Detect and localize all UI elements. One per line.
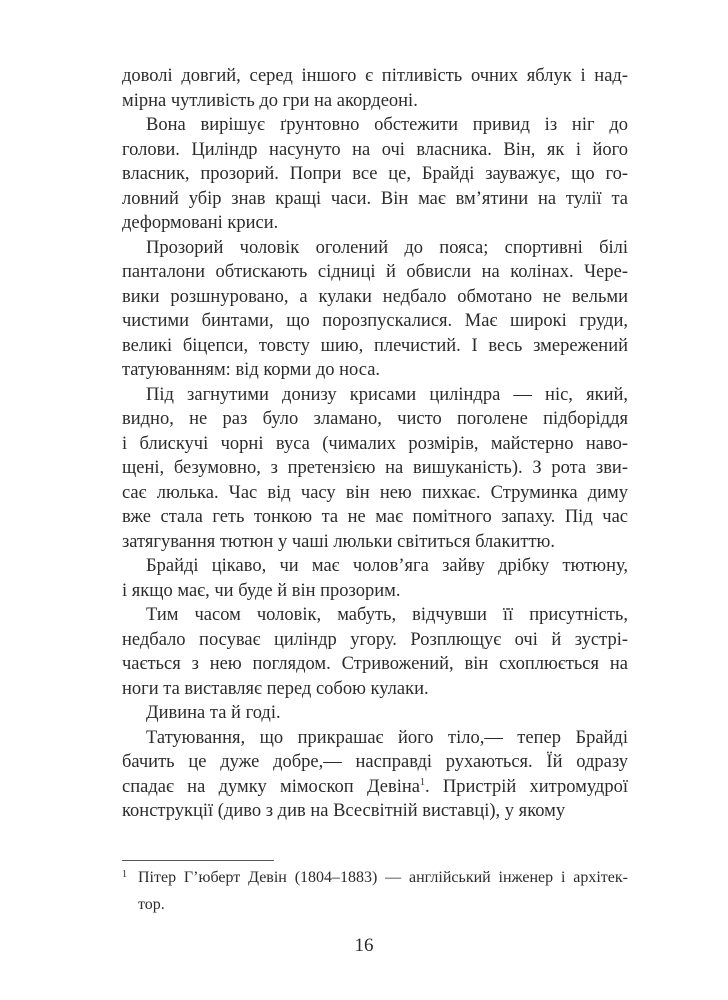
- paragraph: [122, 383, 628, 555]
- text-line: [122, 89, 628, 114]
- line-text: татуюванням: від корми до носа.: [122, 360, 381, 380]
- footnote-marker: 1: [122, 869, 127, 880]
- text-line: [122, 628, 628, 653]
- text-line: [122, 701, 628, 726]
- line-text: і блискучі чорні вуса (чималих розмірів, майстерно наво-: [122, 433, 628, 454]
- line-text: чається з нею поглядом. Стривожений, він схоплюється на: [122, 654, 628, 674]
- text-line: [122, 579, 628, 604]
- line-text: конструкції (диво з див на Всесвітній виставці), у якому: [122, 801, 566, 821]
- paragraph: [122, 64, 628, 113]
- text-line: [122, 260, 628, 285]
- line-text: деформовані криси.: [122, 213, 279, 233]
- line-text: Тим часом чоловік, мабуть, відчувши її присутність,: [146, 605, 628, 625]
- line-text: Татуювання, що прикрашає його тіло,— тепер Брайді: [146, 727, 628, 748]
- text-line: [122, 554, 628, 579]
- body-text: [122, 64, 628, 824]
- text-line: [122, 432, 628, 457]
- text-line: [122, 481, 628, 506]
- line-text: великі біцепси, товсту шию, плечистий. І весь змережений: [122, 335, 628, 356]
- text-line: [122, 505, 628, 530]
- footnote-text: тор.: [138, 896, 165, 913]
- footnote: [122, 864, 628, 918]
- paragraph: [122, 113, 628, 236]
- text-line: [122, 407, 628, 432]
- line-text: видно, не раз було зламано, чисто поголене підборіддя: [122, 409, 628, 429]
- text-line: [122, 162, 628, 187]
- line-text: мірна чутливість до гри на акордеоні.: [122, 90, 418, 111]
- line-text: і якщо має, чи буде й він прозорим.: [122, 580, 401, 601]
- text-line: [122, 334, 628, 359]
- line-text: . Пристрій хитромудрої: [425, 776, 628, 797]
- line-text: сає люлька. Час від часу він нею пихкає. Струминка диму: [122, 482, 628, 503]
- text-line: [122, 187, 628, 212]
- text-line: [122, 236, 628, 261]
- text-line: [122, 652, 628, 677]
- paragraph: [122, 603, 628, 701]
- footnote-divider: [122, 860, 274, 861]
- text-line: [122, 530, 628, 555]
- text-line: [122, 358, 628, 383]
- text-line: [122, 285, 628, 310]
- line-text: панталони обтискають сідниці й обвисли на колінах. Чере-: [122, 262, 628, 282]
- paragraph: [122, 726, 628, 824]
- text-line: [122, 677, 628, 702]
- paragraph: [122, 554, 628, 603]
- text-line: [122, 603, 628, 628]
- paragraph: [122, 701, 628, 726]
- text-line: [122, 799, 628, 824]
- line-text: ноги та виставляє перед собою кулаки.: [122, 678, 429, 699]
- line-text: Брайді цікаво, чи має чолов’яга зайву дрібку тютюну,: [146, 556, 628, 576]
- line-text: затягування тютюн у чаші люльки світиться блакиттю.: [122, 531, 555, 552]
- line-text: недбало посуває циліндр угору. Розплющує очі й зустрі-: [122, 629, 628, 650]
- text-line: [122, 750, 628, 775]
- text-line: [122, 211, 628, 236]
- page-number: 16: [354, 935, 374, 956]
- line-text: вже стала геть тонкою та не має помітного запаху. Під час: [122, 507, 628, 527]
- line-text: голови. Циліндр насунуто на очі власника. Він, як і його: [122, 139, 628, 160]
- line-text: вики розшнуровано, а кулаки недбало обмотано не вельми: [122, 286, 628, 307]
- text-line: [122, 309, 628, 334]
- text-line: [122, 456, 628, 481]
- line-text: бачить це дуже добре,— насправді рухаються. Їй одразу: [122, 752, 628, 772]
- footnote-line: [122, 891, 628, 918]
- line-text: доволі довгий, серед іншого є пітливість очних яблук і над-: [122, 66, 628, 86]
- text-line: [122, 64, 628, 89]
- text-line: [122, 775, 628, 800]
- text-line: [122, 113, 628, 138]
- footnote-text: Пітер Г’юберт Девін (1804–1883) — англійський інженер і архітек-: [138, 869, 628, 886]
- line-text: Вона вирішує ґрунтовно обстежити привид із ніг до: [146, 115, 628, 135]
- paragraph: [122, 236, 628, 383]
- text-line: [122, 138, 628, 163]
- line-text: власник, прозорий. Попри все це, Брайді зауважує, що го-: [122, 164, 628, 184]
- footnote-reference[interactable]: 1: [420, 776, 425, 788]
- line-text: Прозорий чоловік оголений до пояса; спортивні білі: [146, 237, 628, 258]
- line-text: щені, безумовно, з претензією на вишуканість). З рота зви-: [122, 458, 628, 478]
- line-text: спадає на думку мімоскоп Девіна: [122, 776, 420, 797]
- line-text: Дивина та й годі.: [146, 703, 281, 723]
- footnote-line: [122, 864, 628, 891]
- line-text: ловний убір знав кращі часи. Він має вм’ятини на тулії та: [122, 188, 628, 209]
- text-line: [122, 726, 628, 751]
- text-line: [122, 383, 628, 408]
- line-text: Під загнутими донизу крисами циліндра — ніс, який,: [146, 384, 628, 405]
- line-text: чистими бинтами, що порозпускалися. Має широкі груди,: [122, 311, 628, 331]
